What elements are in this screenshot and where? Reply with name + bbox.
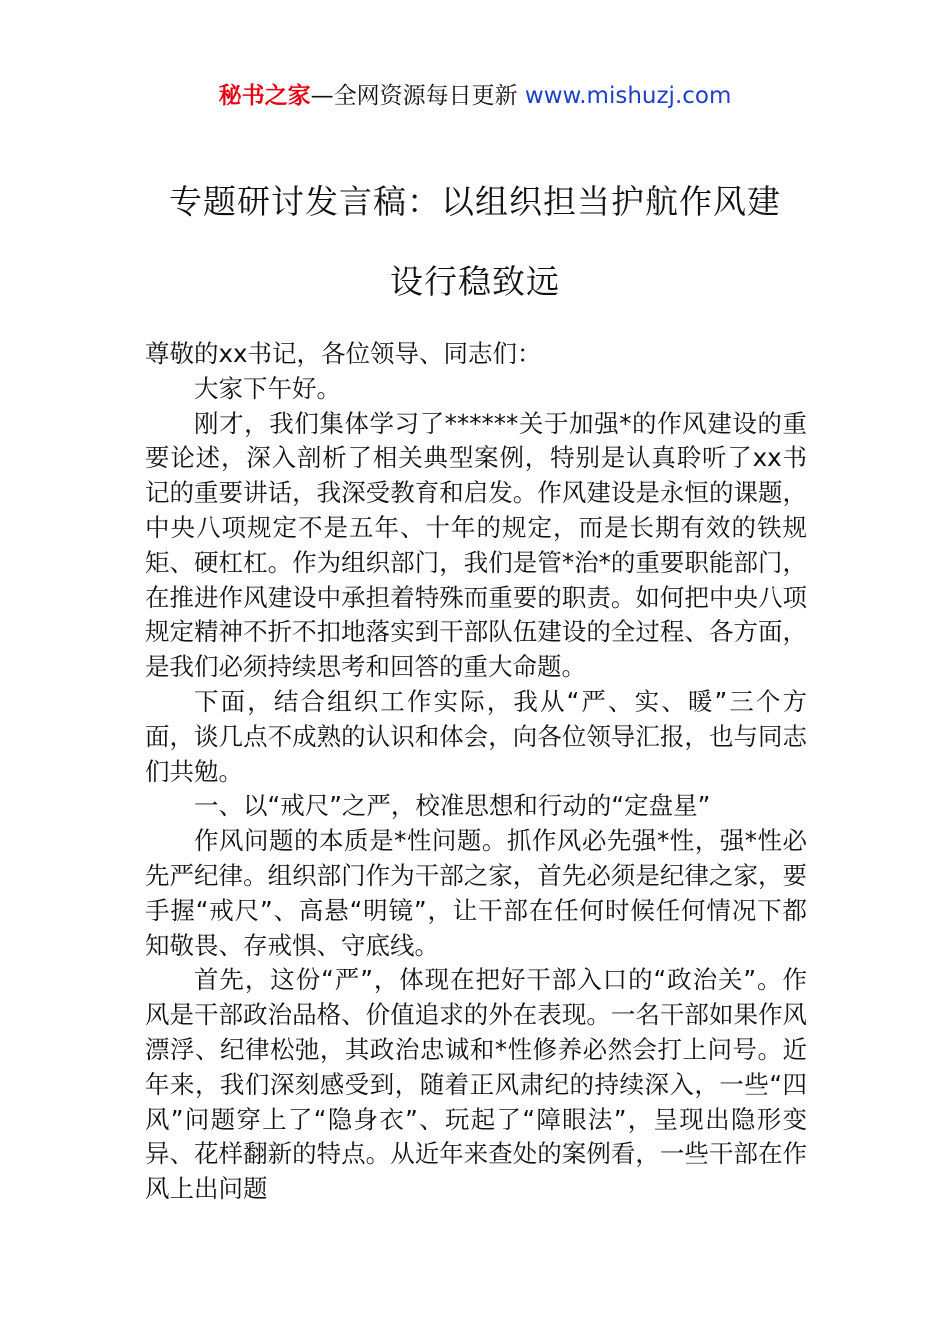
paragraph: 下面，结合组织工作实际，我从“严、实、暖”三个方面，谈几点不成熟的认识和体会，向各位领导汇报，也与同志们共勉。 xyxy=(145,686,807,786)
site-tagline: —全网资源每日更新 xyxy=(310,83,525,109)
paragraph: 作风问题的本质是*性问题。抓作风必先强*性，强*性必先严纪律。组织部门作为干部之家，首先必须是纪律之家，要手握“戒尺”、高悬“明镜”，让干部在任何时候任何情况下都知敬畏、存戒惧、守底线。 xyxy=(145,826,807,960)
section-heading: 一、以“戒尺”之严，校准思想和行动的“定盘星” xyxy=(194,791,711,821)
document-body xyxy=(145,337,807,1204)
paragraph: 首先，这份“严”，体现在把好干部入口的“政治关”。作风是干部政治品格、价值追求的外在表现。一名干部如果作风漂浮、纪律松弛，其政治忠诚和*性修养必然会打上问号。近年来，我们深刻感受到，随着正风肃纪的持续深入，一些“四风”问题穿上了“隐身衣”、玩起了“障眼法”，呈现出隐形变异、花样翻新的特点。从近年来查处的案例看，一些干部在作风上出问题 xyxy=(145,965,807,1204)
site-brand: 秘书之家 xyxy=(218,83,311,109)
site-url[interactable]: www.mishuzj.com xyxy=(524,83,732,109)
document-title-line-1: 专题研讨发言稿：以组织担当护航作风建 xyxy=(169,182,781,221)
site-header xyxy=(0,80,950,112)
document-title-line-2: 设行稳致远 xyxy=(390,262,560,301)
paragraph: 大家下午好。 xyxy=(194,373,341,403)
salutation: 尊敬的xx书记，各位领导、同志们： xyxy=(145,339,542,368)
paragraph: 刚才，我们集体学习了******关于加强*的作风建设的重要论述，深入剖析了相关典型案例，特别是认真聆听了xx书记的重要讲话，我深受教育和启发。作风建设是永恒的课题，中央八项规定不是五年、十年的规定，而是长期有效的铁规矩、硬杠杠。作为组织部门，我们是管*治*的重要职能部门，在推进作风建设中承担着特殊而重要的职责。如何把中央八项规定精神不折不扣地落实到干部队伍建设的全过程、各方面，是我们必须持续思考和回答的重大命题。 xyxy=(145,408,807,682)
document-title xyxy=(60,178,890,306)
